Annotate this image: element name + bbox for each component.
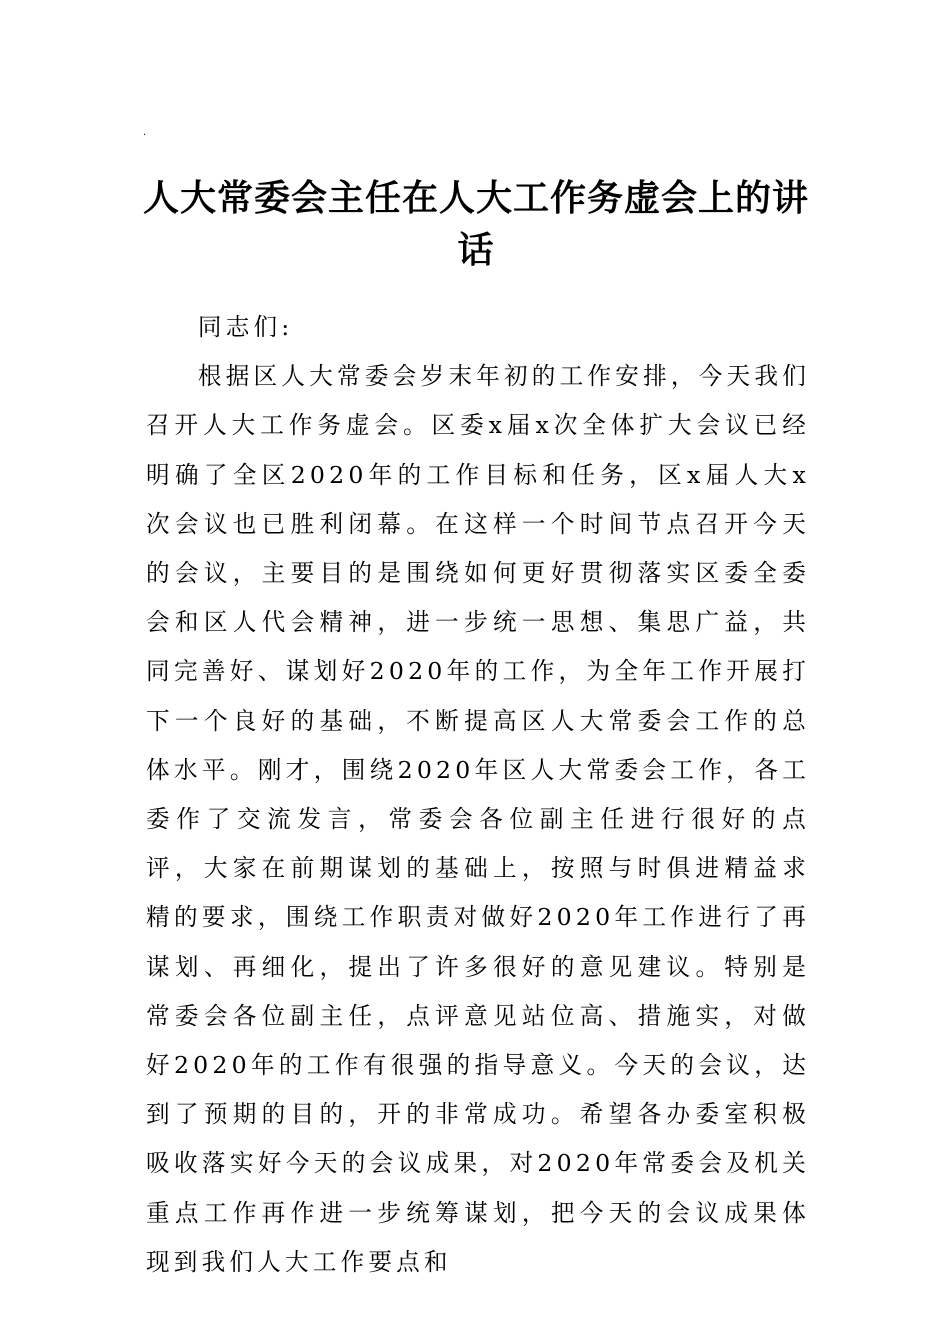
document-title: 人大常委会主任在人大工作务虚会上的讲话 [142, 177, 809, 271]
document-body [146, 303, 810, 1287]
body-paragraph: 根据区人大常委会岁末年初的工作安排，今天我们召开人大工作务虚会。区委x届x次全体扩大会议已经明确了全区2020年的工作目标和任务，区x届人大x次会议也已胜利闭幕。在这样一个时间节点召开今天的会议，主要目的是围绕如何更好贯彻落实区委全委会和区人代会精神，进一步统一思想、集思广益，共同完善好、谋划好2020年的工作，为全年工作开展打下一个良好的基础，不断提高区人大常委会工作的总体水平。刚才，围绕2020年区人大常委会工作，各工委作了交流发言，常委会各位副主任进行很好的点评，大家在前期谋划的基础上，按照与时俱进精益求精的要求，围绕工作职责对做好2020年工作进行了再谋划、再细化，提出了许多很好的意见建议。特别是常委会各位副主任，点评意见站位高、措施实，对做好2020年的工作有很强的指导意义。今天的会议，达到了预期的目的，开的非常成功。希望各办委室积极吸收落实好今天的会议成果，对2020年常委会及机关重点工作再作进一步统筹谋划，把今天的会议成果体现到我们人大工作要点和 [146, 362, 810, 1276]
salutation: 同志们: [197, 313, 294, 341]
header-mark: . [143, 127, 147, 138]
